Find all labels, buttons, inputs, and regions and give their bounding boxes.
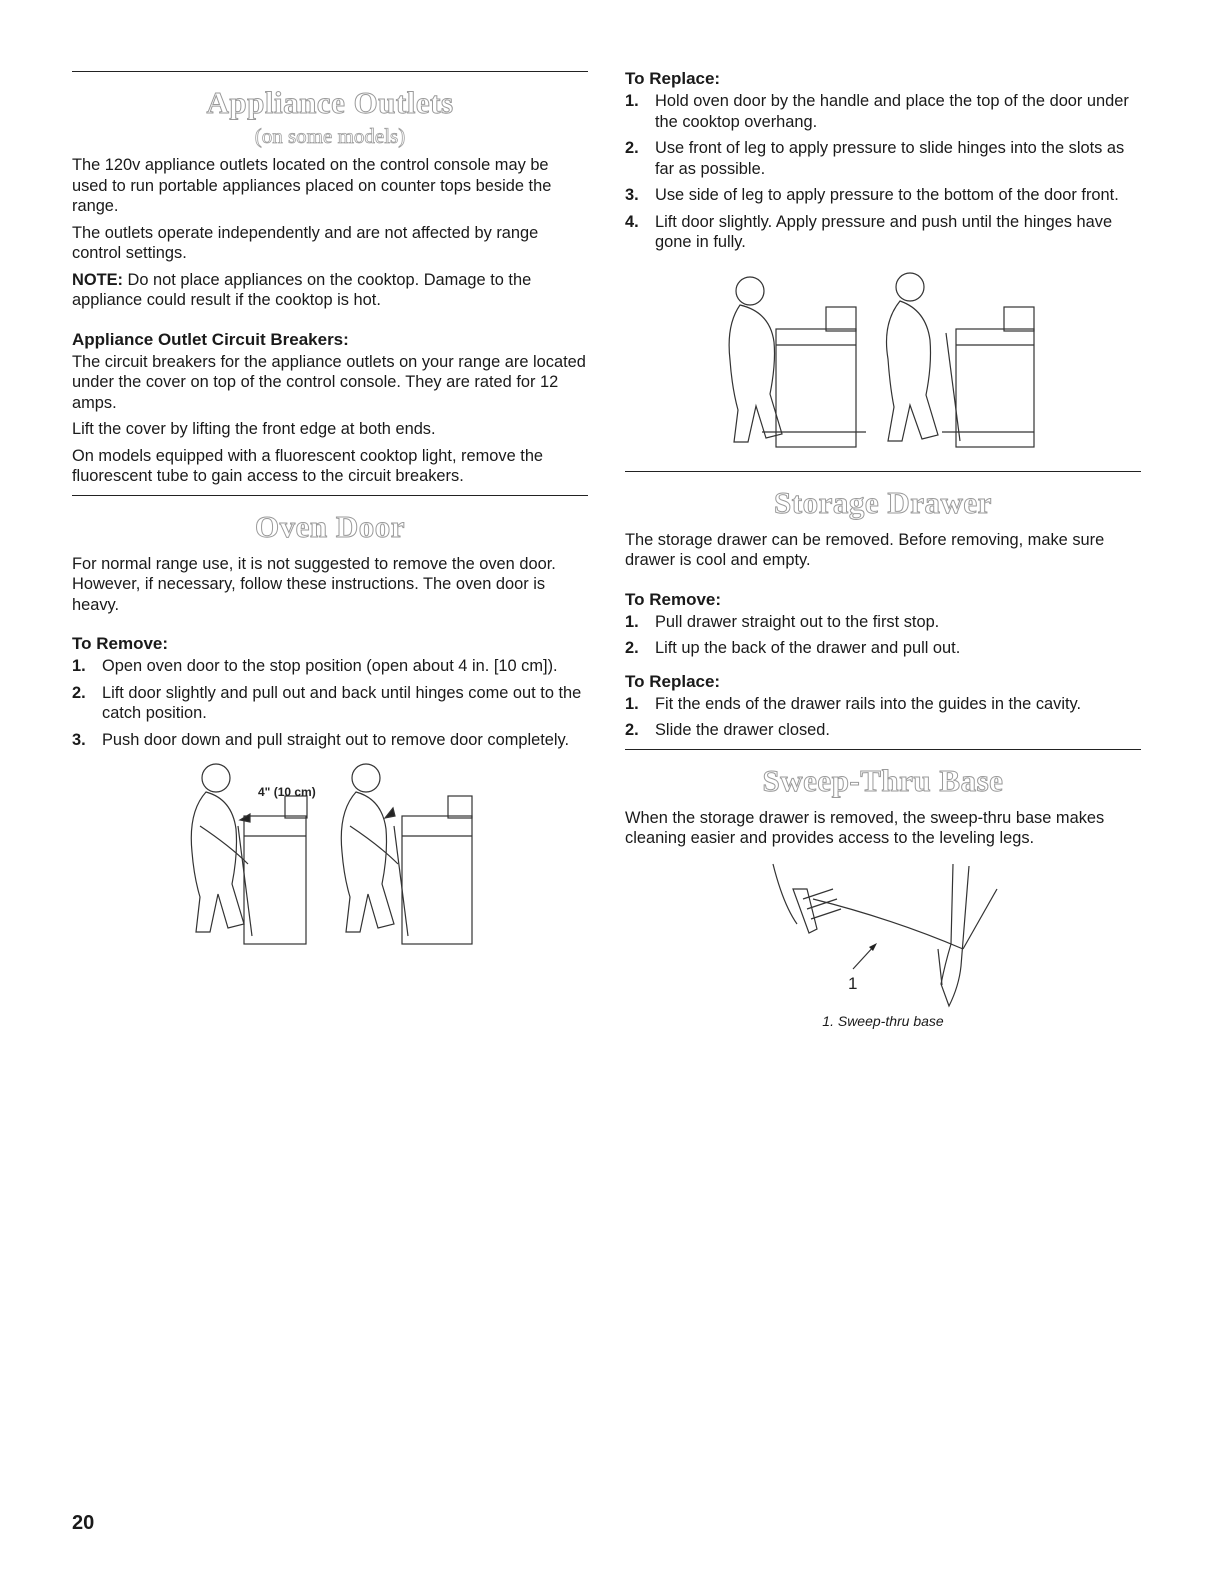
storage-drawer-title: Storage Drawer [774, 484, 992, 520]
outlets-paragraph: The outlets operate independently and are not affected by range control settings. [72, 223, 539, 263]
replace-heading: To Replace: [625, 69, 721, 88]
sweep-thru-base-illustration [753, 859, 1013, 1009]
sweep-thru-callout: 1 [848, 973, 858, 993]
sweep-thru-title: Sweep-Thru Base [762, 762, 1004, 798]
oven-door-removal-illustration [180, 756, 480, 946]
note-paragraph [72, 270, 588, 311]
appliance-outlets-title: Appliance Outlets [206, 85, 454, 120]
appliance-outlets-subtitle: (on some models) [254, 124, 406, 149]
door-gap-label: 4" (10 cm) [258, 785, 316, 800]
replace-heading: To Replace: [625, 671, 721, 691]
list-item: 2. Lift door slightly and pull out and back until hinges come out to the catch position. [72, 683, 582, 723]
list-item: 1. Fit the ends of the drawer rails into the guides in the cavity. [625, 694, 1082, 713]
oven-door-replace-steps [625, 91, 1141, 253]
oven-door-replace-illustration [728, 267, 1038, 457]
breakers-heading: Appliance Outlet Circuit Breakers: [72, 329, 349, 349]
section-divider [72, 495, 588, 496]
oven-door-intro: For normal range use, it is not suggested to remove the oven door. However, if necessary, follow these instructions. The oven door is heavy. [72, 554, 556, 614]
section-divider [72, 71, 588, 72]
storage-drawer-remove-steps [625, 612, 1141, 659]
left-column [72, 0, 588, 946]
note-text: Do not place appliances on the cooktop. Damage to the appliance could result if the cooktop is hot. [72, 270, 532, 310]
oven-door-remove-steps [72, 656, 588, 750]
figure-caption: 1. Sweep-thru base [822, 1012, 944, 1029]
list-item: 2. Slide the drawer closed. [625, 721, 830, 740]
list-item: 2. Use front of leg to apply pressure to slide hinges into the slots as far as possible. [625, 139, 1125, 178]
list-item: 1. Pull drawer straight out to the first stop. [625, 612, 940, 631]
right-column [625, 0, 1141, 1029]
oven-door-title: Oven Door [254, 508, 405, 544]
breakers-paragraph: Lift the cover by lifting the front edge at both ends. [72, 420, 436, 439]
sweep-thru-intro: When the storage drawer is removed, the sweep-thru base makes cleaning easier and provides access to the leveling legs. [625, 808, 1105, 848]
section-divider [625, 471, 1141, 472]
outlets-paragraph: The 120v appliance outlets located on the control console may be used to run portable appliances placed on counter tops beside the range. [72, 156, 552, 216]
remove-heading: To Remove: [72, 634, 169, 654]
section-divider [625, 749, 1141, 750]
note-label: NOTE: [72, 270, 123, 289]
remove-heading: To Remove: [625, 589, 722, 609]
storage-drawer-intro: The storage drawer can be removed. Before removing, make sure drawer is cool and empty. [625, 530, 1105, 570]
breakers-paragraph: The circuit breakers for the appliance outlets on your range are located under the cover on top of the control console. They are rated for 12 amps. [72, 352, 586, 412]
list-item: 3. Push door down and pull straight out to remove door completely. [72, 730, 570, 749]
list-item: 4. Lift door slightly. Apply pressure and push until the hinges have gone in fully. [625, 212, 1113, 251]
list-item: 1. Open oven door to the stop position (open about 4 in. [10 cm]). [72, 657, 558, 676]
page-number: 20 [72, 1512, 95, 1534]
list-item: 2. Lift up the back of the drawer and pull out. [625, 639, 961, 658]
breakers-paragraph: On models equipped with a fluorescent cooktop light, remove the fluorescent tube to gain access to the circuit breakers. [72, 446, 544, 486]
list-item: 3. Use side of leg to apply pressure to the bottom of the door front. [625, 186, 1119, 204]
storage-drawer-replace-steps [625, 694, 1141, 741]
list-item: 1. Hold oven door by the handle and place the top of the door under the cooktop overhang. [625, 92, 1129, 131]
